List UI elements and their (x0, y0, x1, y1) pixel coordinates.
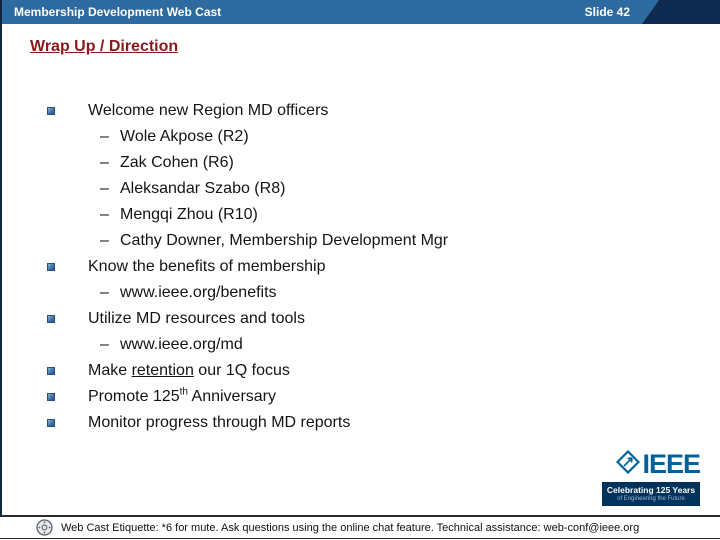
square-bullet-icon (47, 393, 55, 401)
dash-bullet: – (100, 128, 109, 145)
dash-bullet: – (100, 336, 109, 353)
square-bullet-icon (47, 263, 55, 271)
slide-number-label: Slide 42 (584, 5, 630, 19)
logo-tagline-1: Celebrating 125 Years (606, 485, 696, 495)
list-item-text-pre: Make (88, 362, 132, 379)
list-item-text: Monitor progress through MD reports (88, 414, 351, 431)
list-item (0, 98, 720, 124)
dash-bullet: – (100, 232, 109, 249)
list-sub-item-text: Wole Akpose (R2) (120, 128, 249, 145)
header-title: Membership Development Web Cast (14, 5, 222, 19)
list-item (0, 410, 720, 436)
list-item-text (88, 388, 276, 405)
ieee-anniversary-banner (602, 482, 700, 506)
list-item (0, 306, 720, 332)
list-item-text-pre: Promote 125 (88, 388, 180, 405)
list-item (0, 254, 720, 280)
dash-bullet: – (100, 206, 109, 223)
list-item-text (88, 362, 290, 379)
footer-text: Web Cast Etiquette: *6 for mute. Ask questions using the online chat feature. Technical assistance: web-conf@ieee.org (61, 521, 640, 534)
dash-bullet: – (100, 284, 109, 301)
list-sub-item-text: Cathy Downer, Membership Development Mgr (120, 232, 449, 249)
square-bullet-icon (47, 367, 55, 375)
list-sub-item-text: www.ieee.org/benefits (120, 284, 277, 301)
header-bar (0, 0, 720, 24)
list-sub-item (0, 176, 720, 202)
superscript-th: th (179, 386, 188, 398)
list-item (0, 358, 720, 384)
list-sub-item (0, 202, 720, 228)
bullet-list (0, 98, 720, 436)
list-sub-item-text: Zak Cohen (R6) (120, 154, 234, 171)
list-sub-item (0, 124, 720, 150)
ieee-logo-top (602, 449, 700, 480)
list-item (0, 384, 720, 410)
list-item-text: Utilize MD resources and tools (88, 310, 305, 327)
list-sub-item (0, 150, 720, 176)
underlined-word: retention (131, 362, 194, 379)
square-bullet-icon (47, 419, 55, 427)
list-item-text: Welcome new Region MD officers (88, 102, 329, 119)
list-sub-item (0, 332, 720, 358)
square-bullet-icon (47, 315, 55, 323)
dial-icon (36, 519, 53, 536)
footer-bar (0, 515, 720, 539)
list-sub-item (0, 228, 720, 254)
slide-title: Wrap Up / Direction (30, 38, 179, 55)
list-item-text-post: our 1Q focus (193, 362, 290, 379)
logo-tagline-2: of Engineering the Future (617, 496, 685, 502)
ieee-diamond-icon (616, 450, 640, 479)
ieee-wordmark: IEEE (642, 449, 700, 479)
list-item-text-post: Anniversary (187, 388, 276, 405)
list-sub-item-text: Mengqi Zhou (R10) (120, 206, 258, 223)
square-bullet-icon (47, 107, 55, 115)
dash-bullet: – (100, 154, 109, 171)
list-item-text: Know the benefits of membership (88, 258, 326, 275)
list-sub-item-text: www.ieee.org/md (120, 336, 243, 353)
header-accent-shape (642, 0, 720, 24)
list-sub-item-text: Aleksandar Szabo (R8) (120, 180, 286, 197)
list-sub-item (0, 280, 720, 306)
dash-bullet: – (100, 180, 109, 197)
ieee-logo (602, 449, 700, 506)
